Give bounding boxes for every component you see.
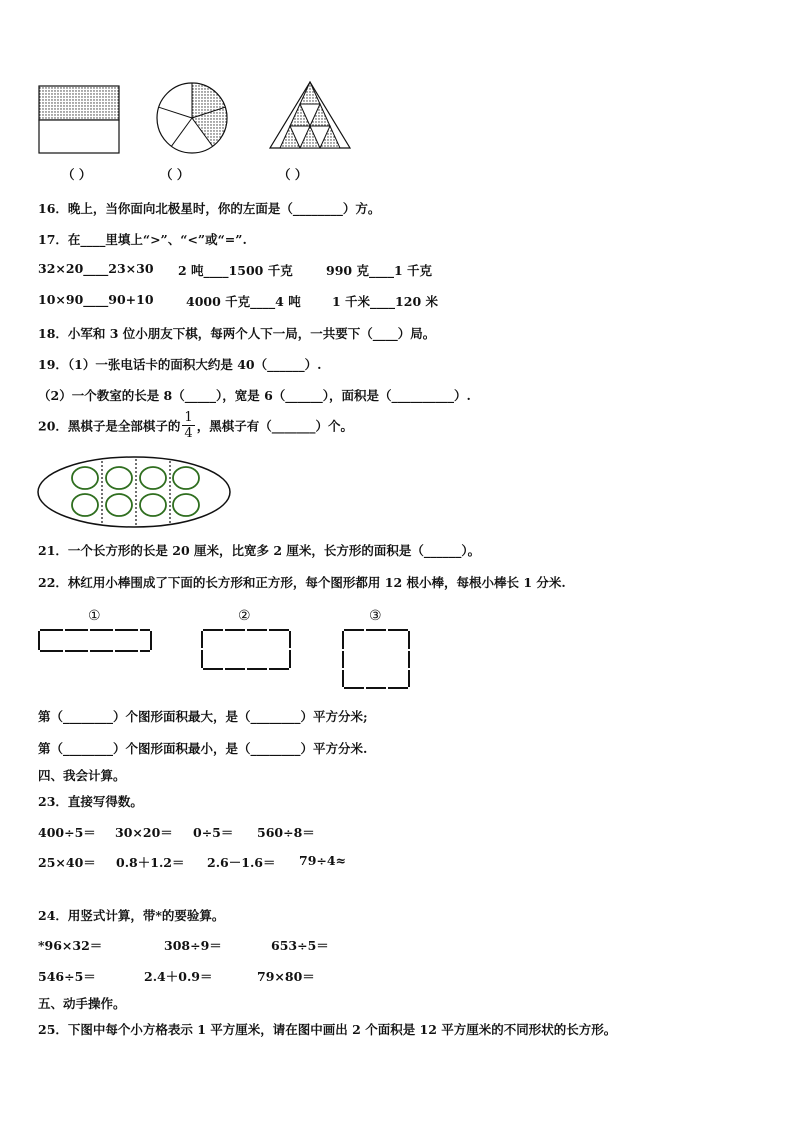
figure-label-2: ② xyxy=(238,608,251,624)
fraction-denominator: 4 xyxy=(184,426,193,441)
q15-blank-3: （ ） xyxy=(278,167,308,182)
q24-r2-c3: 79×80＝ xyxy=(257,969,315,984)
q15-blank-2: （ ） xyxy=(160,167,190,182)
q17-r2-c3: 1 千米____120 米 xyxy=(332,294,438,309)
question-23-title: 23．直接写得数。 xyxy=(38,794,143,809)
q20-text-after: ，黑棋子有（_______）个。 xyxy=(196,418,353,434)
q23-r2-c4: 79÷4≈ xyxy=(299,853,347,868)
fraction-one-quarter xyxy=(182,410,194,441)
question-22-title: 22．林红用小棒围成了下面的长方形和正方形，每个图形都用 12 根小棒，每根小棒长 1 分米. xyxy=(38,575,566,590)
question-17-title: 17．在____里填上“>”、“<”或“=”. xyxy=(38,232,247,247)
question-21: 21．一个长方形的长是 20 厘米，比宽多 2 厘米，长方形的面积是（______）。 xyxy=(38,543,481,558)
question-24-title: 24．用竖式计算，带*的要验算。 xyxy=(38,908,225,923)
half-shaded-rectangle xyxy=(39,86,119,153)
q23-r2-c1: 25×40＝ xyxy=(38,855,96,870)
fifth-shaded-circle xyxy=(157,83,227,153)
q17-r2-c1: 10×90____90+10 xyxy=(38,292,154,307)
q24-r1-c3: 653÷5＝ xyxy=(271,938,329,953)
question-19-line-1: 19．（1）一张电话卡的面积大约是 40（______）. xyxy=(38,357,322,372)
q23-r2-c3: 2.6－1.6＝ xyxy=(207,855,276,870)
figure-label-1: ① xyxy=(88,608,101,624)
q23-r1-c2: 30×20＝ xyxy=(115,825,173,840)
question-18: 18．小军和 3 位小朋友下棋，每两个人下一局，一共要下（____）局。 xyxy=(38,326,436,341)
question-20 xyxy=(38,410,353,441)
figure-label-3: ③ xyxy=(369,608,382,624)
q24-r1-c1: *96×32＝ xyxy=(38,938,103,953)
q23-r1-c3: 0÷5＝ xyxy=(193,825,234,840)
chess-pieces-oval xyxy=(36,455,236,531)
fraction-numerator: 1 xyxy=(184,410,193,425)
question-19-line-2: （2）一个教室的长是 8（_____），宽是 6（______），面积是（__________）. xyxy=(38,388,471,403)
q17-r1-c2: 2 吨____1500 千克 xyxy=(178,263,293,278)
question-25: 25．下图中每个小方格表示 1 平方厘米，请在图中画出 2 个面积是 12 平方厘米的不同形状的长方形。 xyxy=(38,1022,617,1037)
fraction-figures xyxy=(30,78,370,158)
question-22-max: 第（________）个图形面积最大，是（________）平方分米; xyxy=(38,709,368,724)
question-22-min: 第（________）个图形面积最小，是（________）平方分米. xyxy=(38,741,368,756)
stick-figure-2 xyxy=(202,630,290,669)
q17-r1-c1: 32×20____23×30 xyxy=(38,261,154,276)
stick-figure-1 xyxy=(39,630,151,651)
stick-rectangles xyxy=(36,624,416,694)
q17-r2-c2: 4000 千克____4 吨 xyxy=(186,294,301,309)
q17-r1-c3: 990 克____1 千克 xyxy=(326,263,432,278)
q23-r2-c2: 0.8＋1.2＝ xyxy=(116,855,185,870)
q23-r1-c4: 560÷8＝ xyxy=(257,825,315,840)
section-5-heading: 五、动手操作。 xyxy=(38,996,126,1011)
oval-border xyxy=(38,457,230,527)
stick-figure-3 xyxy=(343,630,409,688)
q24-r1-c2: 308÷9＝ xyxy=(164,938,222,953)
section-4-heading: 四、我会计算。 xyxy=(38,768,126,783)
question-16: 16．晚上，当你面向北极星时，你的左面是（________）方。 xyxy=(38,201,381,216)
q15-blank-1: （ ） xyxy=(62,167,92,182)
q24-r2-c2: 2.4＋0.9＝ xyxy=(144,969,213,984)
shaded-triangle xyxy=(270,82,350,148)
q20-text-before: 20．黑棋子是全部棋子的 xyxy=(38,418,181,434)
q23-r1-c1: 400÷5＝ xyxy=(38,825,96,840)
q24-r2-c1: 546÷5＝ xyxy=(38,969,96,984)
